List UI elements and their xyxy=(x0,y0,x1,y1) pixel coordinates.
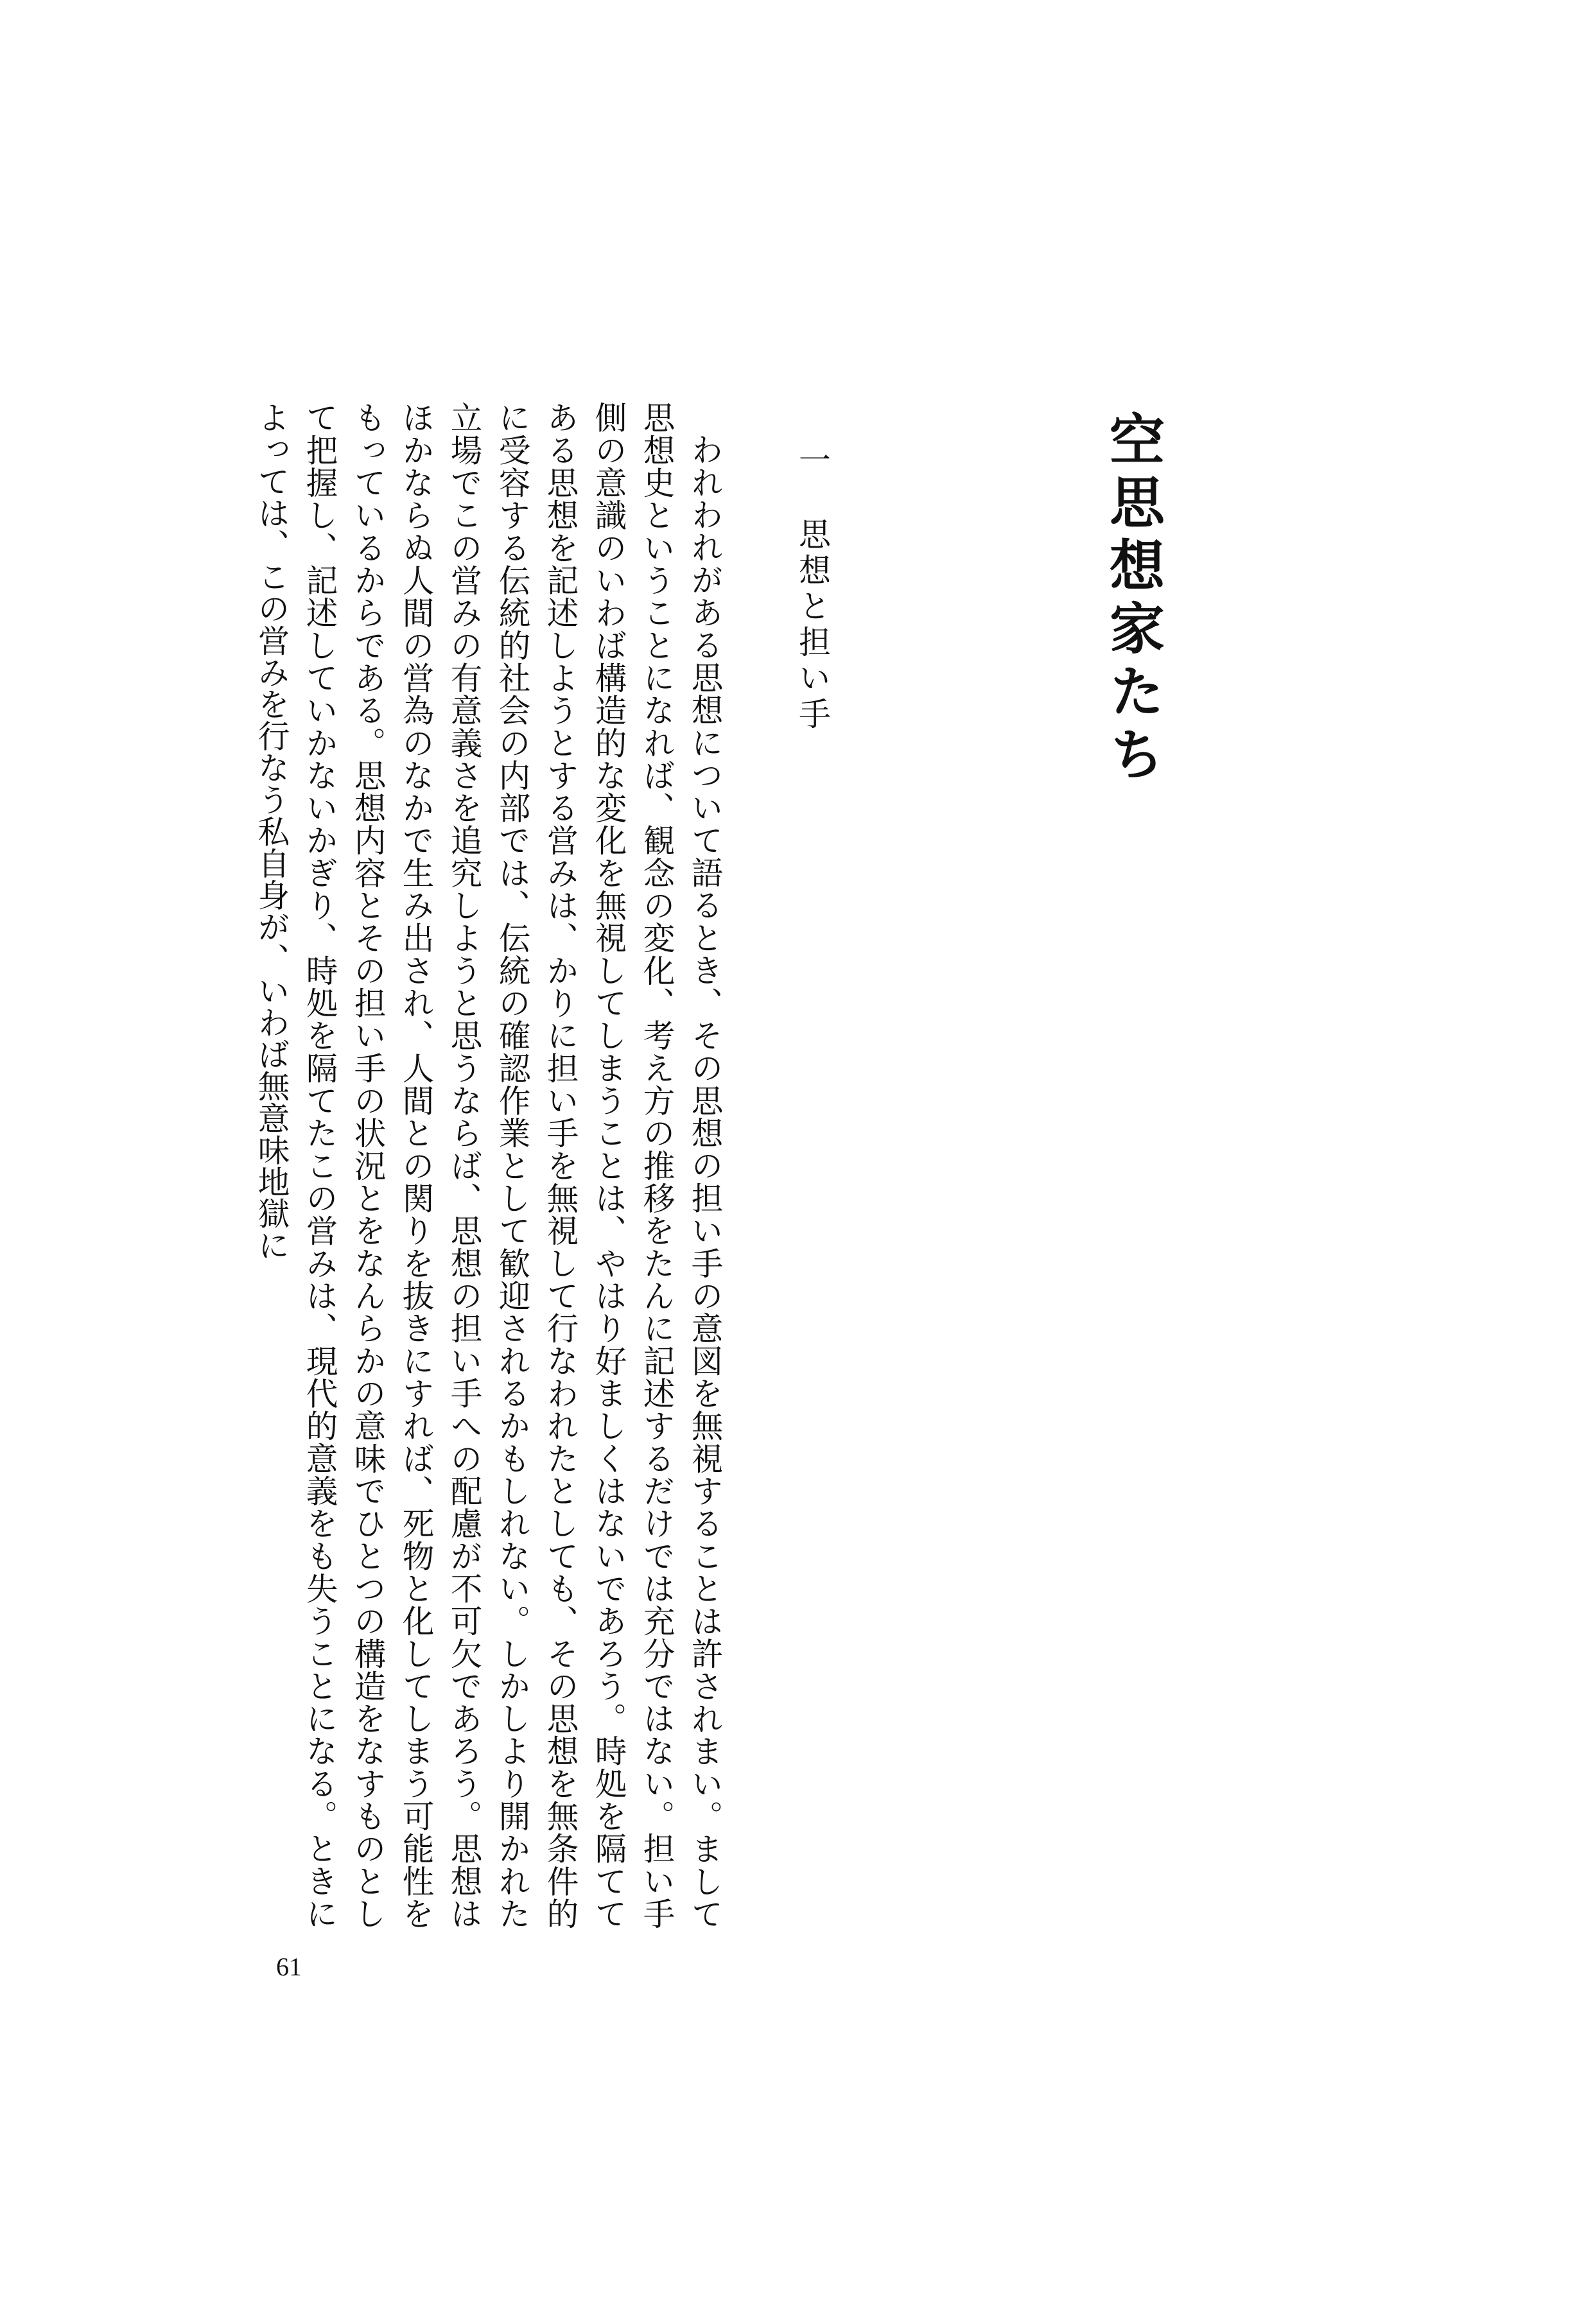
chapter-title: 空思想家たち xyxy=(1100,411,1165,788)
body-paragraph: われわれがある思想について語るとき、その思想の担い手の意図を無視することは許されまい。まして思想史ということになれば、観念の変化、考え方の推移をたんに記述するだけでは充分ではない。担い手側の意識のいわば構造的な変化を無視してしまうことは、やはり好ましくはないであろう。時処を隔ててある思想を記述しようとする営みは、かりに担い手を無視して行なわれたとしても、その思想を無条件的に受容する伝統的社会の内部では、伝統の確認作業として歓迎されるかもしれない。しかしより開かれた立場でこの営みの有意義さを追究しようと思うならば、思想の担い手への配慮が不可欠であろう。思想はほかならぬ人間の営為のなかで生み出され、人間との関りを抜きにすれば、死物と化してしまう可能性をもっているからである。思想内容とその担い手の状況とをなんらかの意味でひとつの構造をなすものとして把握し、記述していかないかぎり、時処を隔てたこの営みは、現代的意義をも失うことになる。ときによっては、この営みを行なう私自身が、いわば無意味地獄に xyxy=(253,401,724,1929)
section-number: 一 xyxy=(794,443,831,479)
section-title: 思想と担い手 xyxy=(794,517,831,733)
body-text xyxy=(247,401,729,1929)
section-heading xyxy=(794,443,831,733)
page-number: 61 xyxy=(276,1952,302,1981)
